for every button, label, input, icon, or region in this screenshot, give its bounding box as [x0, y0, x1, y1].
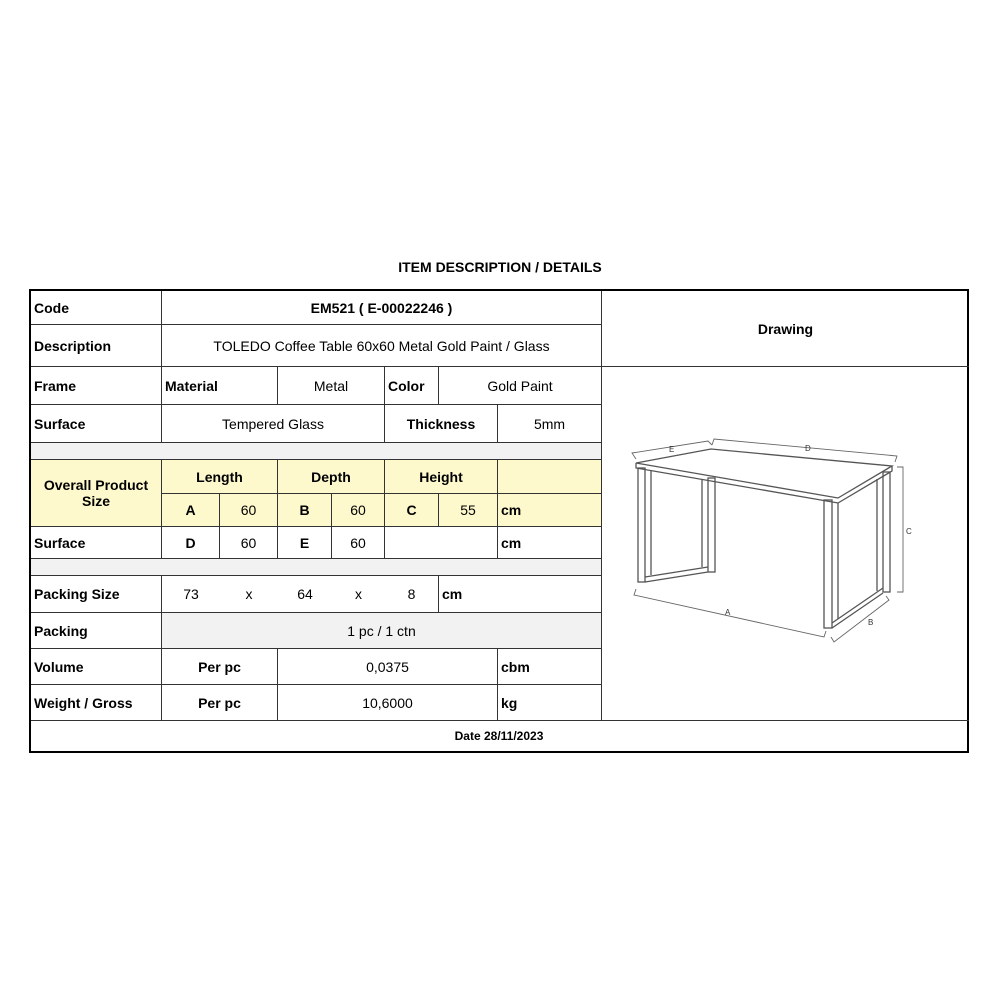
drawing-header: Drawing [602, 291, 969, 367]
dim-a-label: A [162, 494, 220, 527]
page-title: ITEM DESCRIPTION / DETAILS [398, 259, 602, 275]
weight-value: 10,6000 [278, 685, 498, 721]
height-header: Height [385, 460, 498, 494]
weight-label: Weight / Gross [31, 685, 162, 721]
leg-front-left [638, 468, 645, 582]
rail-right [832, 588, 883, 628]
code-label: Code [31, 291, 162, 325]
dim-e-label: E [278, 527, 332, 559]
depth-header: Depth [278, 460, 385, 494]
volume-unit: cbm [498, 649, 602, 685]
thickness-label: Thickness [385, 405, 498, 443]
dim-c-label: C [385, 494, 439, 527]
drawing-area [602, 367, 969, 721]
dim-b-label: B [278, 494, 332, 527]
description-label: Description [31, 325, 162, 367]
date-footer: Date 28/11/2023 [454, 729, 544, 743]
packing-value: 1 pc / 1 ctn [162, 613, 602, 649]
packing-length: 73 [162, 576, 220, 613]
surface-size-label: Surface [31, 527, 162, 559]
packing-x-2: x [332, 576, 385, 613]
dim-c-value: 55 [439, 494, 498, 527]
surface-label: Surface [31, 405, 162, 443]
surface-value: Tempered Glass [162, 405, 385, 443]
blank-header [498, 460, 602, 494]
blank-cell [385, 527, 498, 559]
packing-width: 64 [278, 576, 332, 613]
material-label: Material [162, 367, 278, 405]
packing-size-label: Packing Size [31, 576, 162, 613]
inner-frame [651, 471, 877, 619]
overall-unit: cm [498, 494, 602, 527]
weight-per: Per pc [162, 685, 278, 721]
overall-size-label-line2: Size [81, 493, 110, 509]
thickness-value: 5mm [498, 405, 602, 443]
dim-e-value: 60 [332, 527, 385, 559]
letter-d: D [805, 444, 811, 453]
dim-a-value: 60 [220, 494, 278, 527]
rail-left [645, 567, 708, 582]
leg-back-right [883, 472, 890, 592]
material-value: Metal [278, 367, 385, 405]
weight-unit: kg [498, 685, 602, 721]
dim-b-value: 60 [332, 494, 385, 527]
overall-size-label-line1: Overall Product [43, 477, 149, 493]
leg-back-left [708, 478, 715, 572]
color-value: Gold Paint [439, 367, 602, 405]
overall-size-label [31, 460, 162, 527]
packing-label: Packing [31, 613, 162, 649]
table-drawing [602, 367, 969, 720]
dim-d-label: D [162, 527, 220, 559]
letter-e: E [669, 445, 675, 454]
packing-height: 8 [385, 576, 439, 613]
length-header: Length [162, 460, 278, 494]
code-value: EM521 ( E-00022246 ) [162, 291, 602, 325]
dim-line-b [831, 596, 889, 642]
spacer-row [31, 443, 602, 460]
spacer-row [31, 559, 602, 576]
packing-size-unit: cm [439, 576, 602, 613]
surface-unit: cm [498, 527, 602, 559]
leg-front-right [824, 500, 832, 628]
volume-label: Volume [31, 649, 162, 685]
packing-x-1: x [220, 576, 278, 613]
color-label: Color [385, 367, 439, 405]
spec-sheet [29, 289, 969, 753]
letter-b: B [868, 618, 874, 627]
letter-c: C [906, 527, 912, 536]
dim-d-value: 60 [220, 527, 278, 559]
frame-label: Frame [31, 367, 162, 405]
letter-a: A [725, 608, 731, 617]
dim-line-c [897, 467, 903, 592]
volume-per: Per pc [162, 649, 278, 685]
volume-value: 0,0375 [278, 649, 498, 685]
description-value: TOLEDO Coffee Table 60x60 Metal Gold Paint / Glass [162, 325, 602, 367]
